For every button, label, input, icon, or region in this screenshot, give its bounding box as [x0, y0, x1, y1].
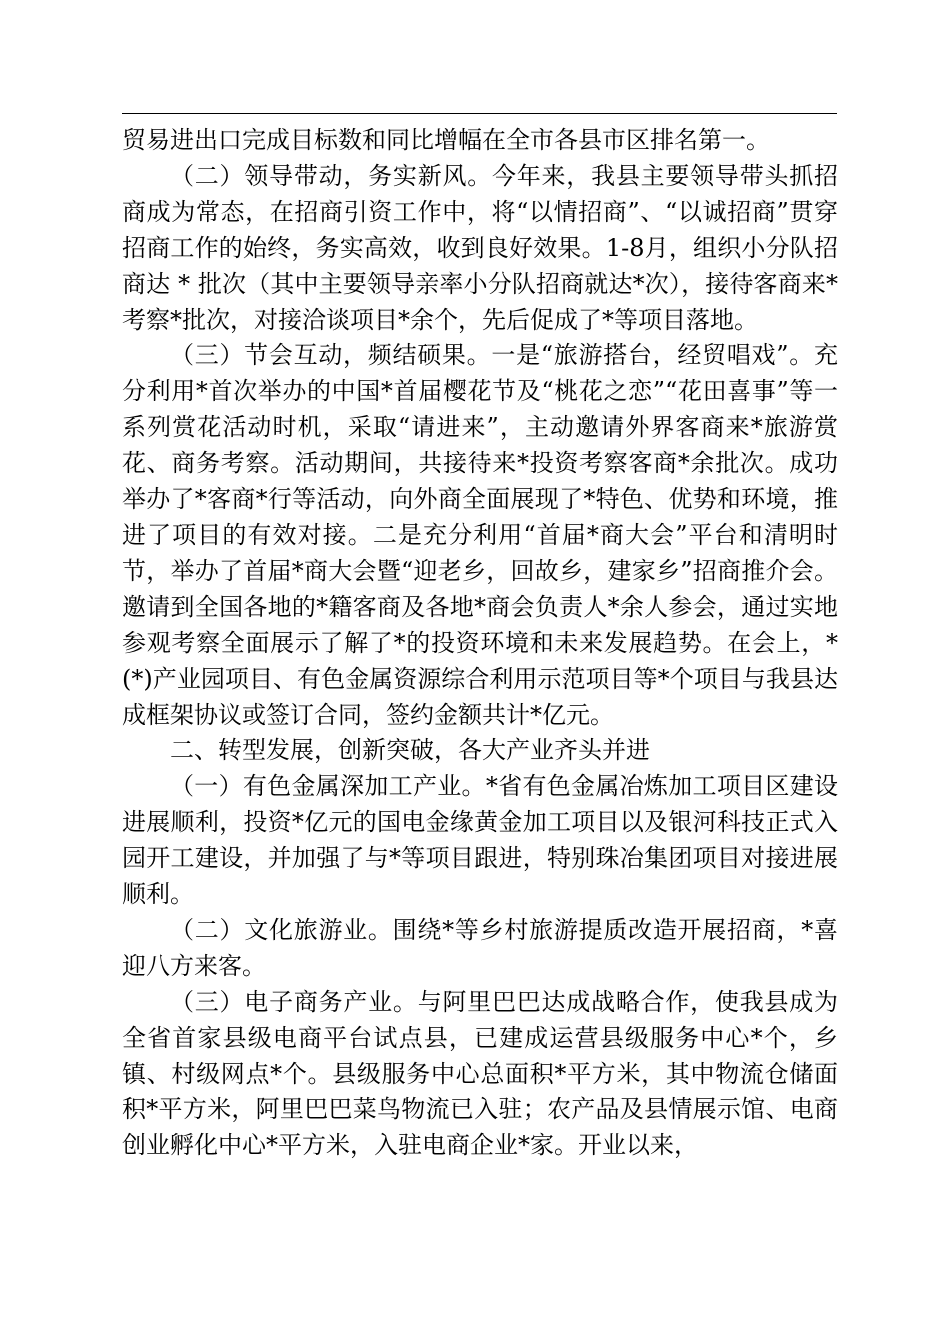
paragraph-cultural-tourism: （二）文化旅游业。围绕*等乡村旅游提质改造开展招商，*喜迎八方来客。	[122, 915, 838, 980]
document-body	[122, 123, 838, 1164]
paragraph-ecommerce: （三）电子商务产业。与阿里巴巴达成战略合作，使我县成为全省首家县级电商平台试点县，已建成运营县级服务中心*个，乡镇、村级网点*个。县级服务中心总面积*平方米，其中物流仓储面积*平方米，阿里巴巴菜鸟物流已入驻；农产品及县情展示馆、电商创业孵化中心*平方米，入驻电商企业*家。开业以来，	[122, 987, 838, 1160]
paragraph-continuation: 贸易进出口完成目标数和同比增幅在全市各县市区排名第一。	[122, 126, 770, 154]
section-heading-transformation: 二、转型发展，创新突破，各大产业齐头并进	[170, 736, 650, 765]
paragraph-festival-events: （三）节会互动，频结硕果。一是“旅游搭台，经贸唱戏”。充分利用*首次举办的中国*首届樱花节及“桃花之恋”“花田喜事”等一系列赏花活动时机，采取“请进来”，主动邀请外界客商来*旅游赏花、商务考察。活动期间，共接待来*投资考察客商*余批次。成功举办了*客商*行等活动，向外商全面展现了*特色、优势和环境，推进了项目的有效对接。二是充分利用“首届*商大会”平台和清明时节，举办了首届*商大会暨“迎老乡，回故乡，建家乡”招商推介会。邀请到全国各地的*籍客商及各地*商会负责人*余人参会，通过实地参观考察全面展示了解了*的投资环境和未来发展趋势。在会上，*(*)产业园项目、有色金属资源综合利用示范项目等*个项目与我县达成框架协议或签订合同，签约金额共计*亿元。	[122, 341, 838, 729]
paragraph-nonferrous-metals: （一）有色金属深加工产业。*省有色金属冶炼加工项目区建设进展顺利，投资*亿元的国电金缘黄金加工项目以及银河科技正式入园开工建设，并加强了与*等项目跟进，特别珠冶集团项目对接进展顺利。	[122, 772, 838, 909]
paragraph-leadership: （二）领导带动，务实新风。今年来，我县主要领导带头抓招商成为常态，在招商引资工作中，将“以情招商”、“以诚招商”贯穿招商工作的始终，务实高效，收到良好效果。1-8月，组织小分队招商达 * 批次（其中主要领导亲率小分队招商就达*次），接待客商来*考察*批次，对接洽谈项目*余个，先后促成了*等项目落地。	[122, 161, 838, 334]
header-rule	[122, 113, 837, 114]
